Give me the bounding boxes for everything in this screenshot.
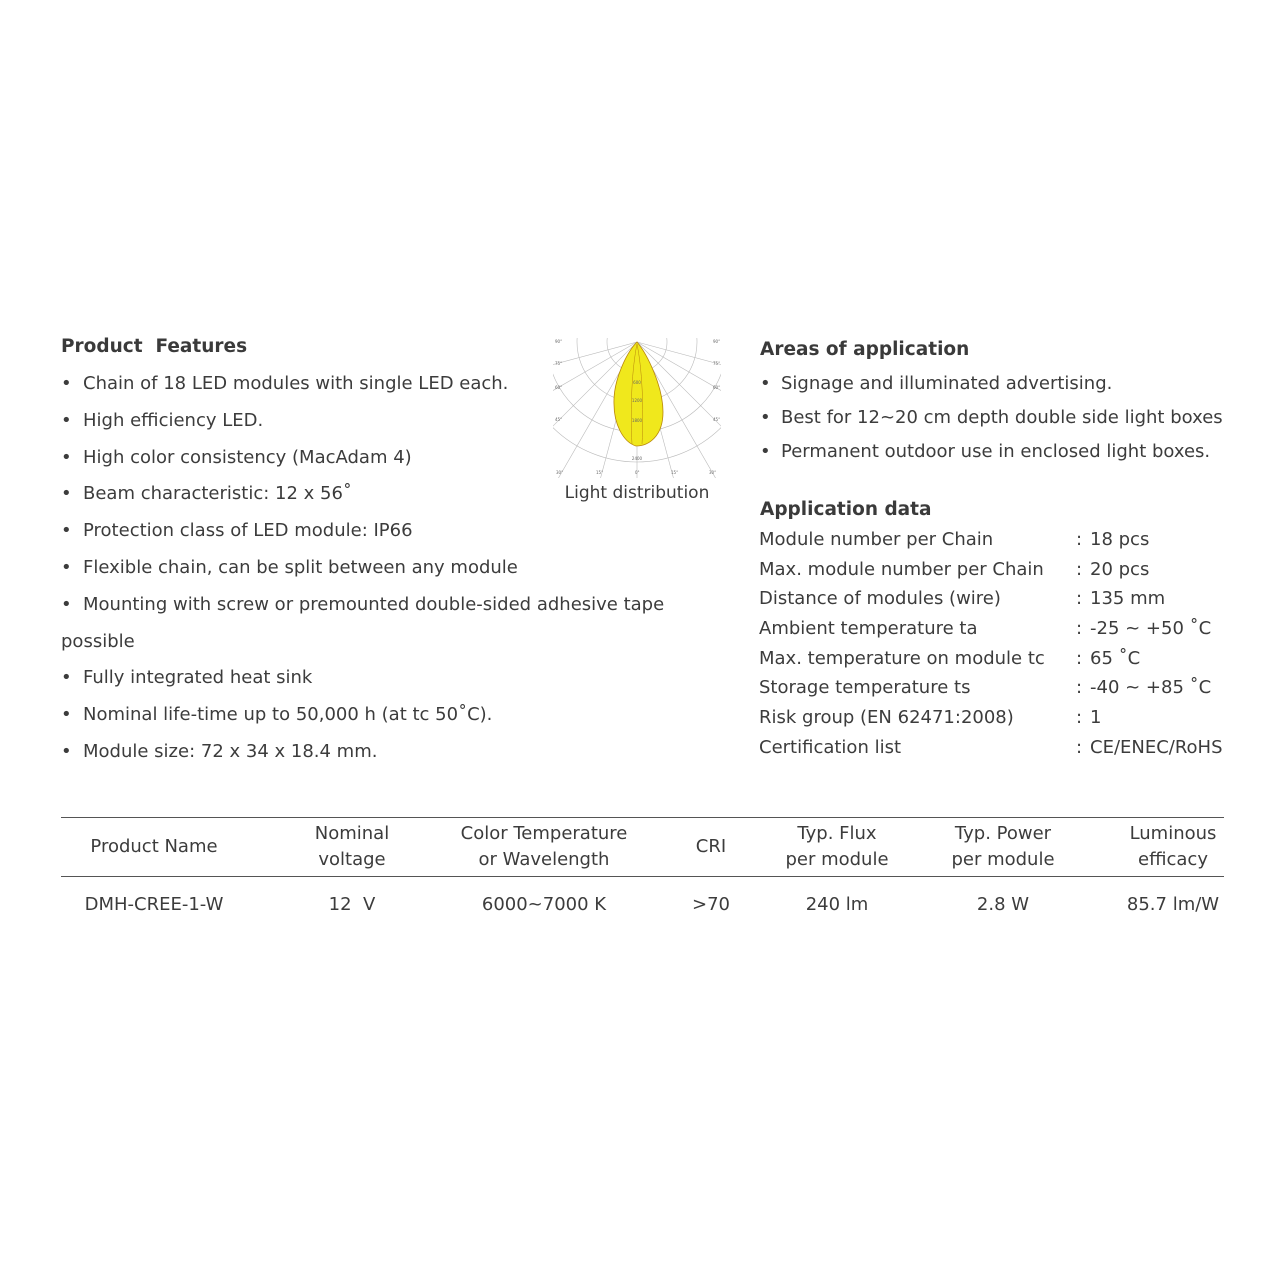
table-header-cell: CRI [695,836,727,857]
data-label: Storage temperature ts [759,677,971,699]
feature-item: • Protection class of LED module: IP66 [61,513,701,550]
table-header-cell: Nominal voltage [314,823,390,870]
data-label: Certification list [759,736,902,758]
feature-item: • Module size: 72 x 34 x 18.4 mm. [61,734,701,771]
data-value: -25 ~ +50 ˚C [1090,618,1212,640]
data-value: 1 [1090,707,1102,729]
data-value: 18 pcs [1090,529,1150,550]
table-top-rule [61,817,1224,818]
polar-intensity-label: 2400 [631,456,643,461]
application-data-row [759,525,1259,555]
light-distribution-figure [553,338,721,478]
application-data-title: Application data [760,499,932,520]
light-distribution-diagram [553,338,721,478]
polar-angle-label: 45° [555,417,563,422]
feature-item: • Flexible chain, can be split between any module [61,550,701,587]
data-label: Max. temperature on module tc [759,647,1045,669]
application-list [760,367,1260,469]
application-data-row [759,614,1259,644]
polar-angle-label: 75° [713,361,721,366]
polar-intensity-label: 600 [633,380,641,385]
feature-item: • Chain of 18 LED modules with single LED each. [61,366,701,403]
table-cell: 2.8 W [976,894,1030,915]
light-distribution-caption: Light distribution [564,483,710,503]
application-data-row [759,703,1259,733]
table-header-cell: Typ. Flux per module [785,823,889,870]
table-cell: 12 V [328,894,376,915]
data-colon: : [1076,677,1083,699]
data-value: 20 pcs [1090,558,1150,580]
data-value: -40 ~ +85 ˚C [1090,677,1212,699]
table-header-cell: Typ. Power per module [951,823,1055,870]
polar-intensity-label: 1800 [631,418,643,423]
application-data-row [759,584,1259,614]
data-colon: : [1076,618,1083,640]
data-value: CE/ENEC/RoHS [1090,736,1223,758]
data-colon: : [1076,558,1083,580]
application-data-table [759,525,1259,763]
table-header-cell: Color Temperature or Wavelength [460,823,628,870]
application-item: • Best for 12~20 cm depth double side light boxes [760,401,1260,435]
data-label: Max. module number per Chain [759,558,1044,580]
polar-angle-label: 75° [555,361,563,366]
application-data-row [759,555,1259,585]
data-colon: : [1076,736,1083,758]
table-header-cell: Product Name [90,836,218,857]
polar-angle-label: 90° [555,339,563,344]
table-cell: DMH-CREE-1-W [84,894,224,915]
polar-angle-label: 60° [713,385,721,390]
data-label: Ambient temperature ta [759,618,978,640]
table-header-rule [61,876,1224,877]
data-colon: : [1076,588,1083,610]
data-label: Distance of modules (wire) [759,588,1001,610]
feature-item: • Fully integrated heat sink [61,660,701,697]
polar-angle-label: 30° [556,470,564,475]
polar-angle-label: 15° [671,470,679,475]
application-item: • Permanent outdoor use in enclosed light boxes. [760,435,1260,469]
polar-angle-label: 45° [713,417,721,422]
table-cell: 6000~7000 K [481,894,607,915]
features-title: Product Features [61,336,248,357]
application-title: Areas of application [760,339,970,360]
data-colon: : [1076,707,1083,729]
polar-angle-label: 0° [635,470,640,475]
application-data-row [759,673,1259,703]
feature-item: • Nominal life-time up to 50,000 h (at tc 50˚C). [61,697,701,734]
polar-angle-label: 60° [555,385,563,390]
feature-item: • Mounting with screw or premounted double-sided adhesive tape [61,587,701,624]
feature-item: • Beam characteristic: 12 x 56˚ [61,476,701,513]
data-colon: : [1076,529,1083,550]
table-header-cell: Luminous efficacy [1129,823,1217,870]
table-cell: 85.7 lm/W [1126,894,1220,915]
data-value: 135 mm [1090,588,1166,610]
application-item: • Signage and illuminated advertising. [760,367,1260,401]
polar-angle-label: 90° [713,339,721,344]
data-value: 65 ˚C [1090,647,1141,669]
data-label: Module number per Chain [759,529,994,550]
application-data-row [759,644,1259,674]
data-label: Risk group (EN 62471:2008) [759,707,1014,729]
data-colon: : [1076,647,1083,669]
table-cell: >70 [692,894,730,915]
feature-item: • High color consistency (MacAdam 4) [61,440,701,477]
polar-angle-label: 30° [709,470,717,475]
table-cell: 240 lm [805,894,869,915]
feature-item: possible [61,630,135,652]
application-data-row [759,733,1259,763]
feature-item: • High efficiency LED. [61,403,701,440]
polar-angle-label: 15° [596,470,604,475]
polar-intensity-label: 1200 [631,398,643,403]
